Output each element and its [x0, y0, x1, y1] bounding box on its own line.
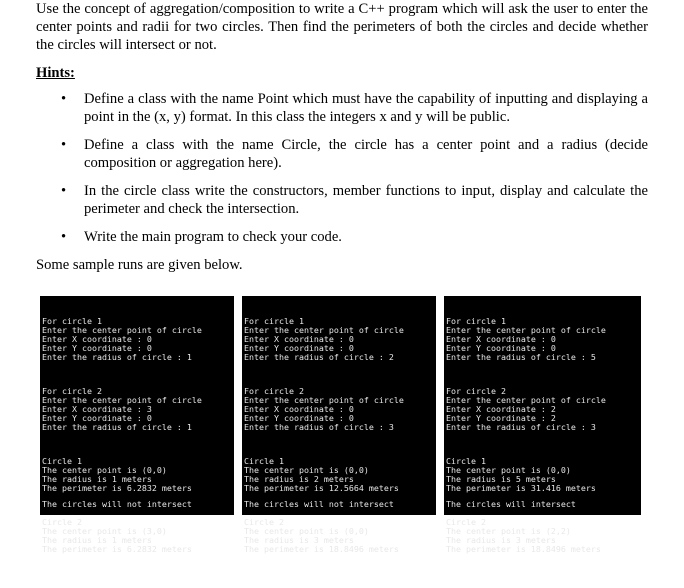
console-line: Enter the radius of circle : 3	[244, 422, 394, 432]
console-line: The perimeter is 31.416 meters	[446, 483, 596, 493]
hints-heading: Hints:	[36, 65, 75, 81]
circle1-input	[42, 317, 234, 362]
circle2-input	[244, 387, 436, 432]
console-line: Enter X coordinate : 0	[42, 334, 152, 344]
console-line: Enter the radius of circle : 5	[446, 352, 596, 362]
console-line: The center point is (3,0)	[42, 526, 167, 536]
console-line: For circle 2	[446, 386, 506, 396]
hints-list	[36, 90, 648, 246]
console-line: The center point is (0,0)	[244, 465, 369, 475]
console-line: The perimeter is 18.8496 meters	[446, 544, 601, 554]
circle1-output	[42, 457, 234, 493]
console-line: The perimeter is 6.2832 meters	[42, 544, 192, 554]
circle1-output	[244, 457, 436, 493]
circle2-output	[42, 518, 234, 554]
intersection-result: The circles will not intersect	[42, 499, 192, 509]
console-line: Circle 2	[446, 517, 486, 527]
console-line: Circle 1	[244, 456, 284, 466]
hint-text: Write the main program to check your code.	[84, 229, 342, 245]
console-run-2	[242, 296, 436, 554]
console-line: The radius is 3 meters	[244, 535, 354, 545]
circle2-output	[446, 518, 641, 554]
console-line: Enter the center point of circle	[446, 325, 606, 335]
console-line: Circle 1	[446, 456, 486, 466]
console-line: The radius is 5 meters	[446, 474, 556, 484]
console-line: Enter X coordinate : 0	[244, 404, 354, 414]
hint-item	[36, 136, 648, 172]
console-line: For circle 1	[244, 316, 304, 326]
console-line: The radius is 1 meters	[42, 474, 152, 484]
console-line: For circle 1	[42, 316, 102, 326]
console-line: Enter the center point of circle	[42, 395, 202, 405]
hint-item	[36, 228, 648, 246]
console-run-1	[40, 296, 234, 554]
hint-item	[36, 90, 648, 126]
bullet-icon: •	[61, 91, 67, 107]
console-line: The perimeter is 12.5664 meters	[244, 483, 399, 493]
console-line: Enter the center point of circle	[42, 325, 202, 335]
console-line: Enter the center point of circle	[244, 325, 404, 335]
hint-text: In the circle class write the constructors, member functions to input, display and calculate the perimeter and check the intersection.	[84, 183, 648, 217]
console-line: Enter X coordinate : 2	[446, 404, 556, 414]
console-line: Enter the radius of circle : 1	[42, 352, 192, 362]
bullet-icon: •	[61, 229, 67, 245]
console-line: The radius is 1 meters	[42, 535, 152, 545]
console-line: For circle 1	[446, 316, 506, 326]
console-line: The center point is (0,0)	[42, 465, 167, 475]
console-line: Circle 2	[42, 517, 82, 527]
intersection-result: The circles will not intersect	[244, 499, 394, 509]
console-line: Enter Y coordinate : 0	[244, 343, 354, 353]
intro-paragraph: Use the concept of aggregation/composition to write a C++ program which will ask the user to enter the center points and radii for two circles. Then find the perimeters of both the circles and decide whether the circles will intersect or not.	[36, 1, 648, 53]
console-line: Enter the center point of circle	[244, 395, 404, 405]
console-line: Enter X coordinate : 0	[446, 334, 556, 344]
hint-text: Define a class with the name Point which must have the capability of inputting and displaying a point in the (x, y) format. In this class the integers x and y will be public.	[84, 91, 648, 125]
hint-text: Define a class with the name Circle, the circle has a center point and a radius (decide composition or aggregation here).	[84, 137, 648, 171]
console-line: Enter Y coordinate : 0	[446, 343, 556, 353]
circle1-input	[244, 317, 436, 362]
console-line: Enter Y coordinate : 0	[42, 413, 152, 423]
circle1-input	[446, 317, 641, 362]
console-line: Enter Y coordinate : 0	[42, 343, 152, 353]
console-line: Enter X coordinate : 0	[244, 334, 354, 344]
intersection-result: The circles will intersect	[446, 499, 576, 509]
circle2-output	[244, 518, 436, 554]
console-line: For circle 2	[42, 386, 102, 396]
console-line: Enter Y coordinate : 2	[446, 413, 556, 423]
console-line: The center point is (2,2)	[446, 526, 571, 536]
console-line: For circle 2	[244, 386, 304, 396]
console-run-3	[444, 296, 641, 554]
console-line: Circle 2	[244, 517, 284, 527]
sample-runs-intro: Some sample runs are given below.	[36, 257, 243, 273]
console-line: Circle 1	[42, 456, 82, 466]
sample-runs	[40, 296, 641, 554]
console-line: The radius is 3 meters	[446, 535, 556, 545]
bullet-icon: •	[61, 183, 67, 199]
console-line: The perimeter is 6.2832 meters	[42, 483, 192, 493]
circle2-input	[42, 387, 234, 432]
console-line: Enter the center point of circle	[446, 395, 606, 405]
circle1-output	[446, 457, 641, 493]
console-line: Enter the radius of circle : 3	[446, 422, 596, 432]
console-line: The radius is 2 meters	[244, 474, 354, 484]
console-line: The center point is (0,0)	[244, 526, 369, 536]
console-line: The center point is (0,0)	[446, 465, 571, 475]
console-line: Enter the radius of circle : 1	[42, 422, 192, 432]
console-line: The perimeter is 18.8496 meters	[244, 544, 399, 554]
console-line: Enter the radius of circle : 2	[244, 352, 394, 362]
assignment-document	[36, 0, 648, 274]
console-line: Enter X coordinate : 3	[42, 404, 152, 414]
circle2-input	[446, 387, 641, 432]
console-line: Enter Y coordinate : 0	[244, 413, 354, 423]
bullet-icon: •	[61, 137, 67, 153]
hint-item	[36, 182, 648, 218]
